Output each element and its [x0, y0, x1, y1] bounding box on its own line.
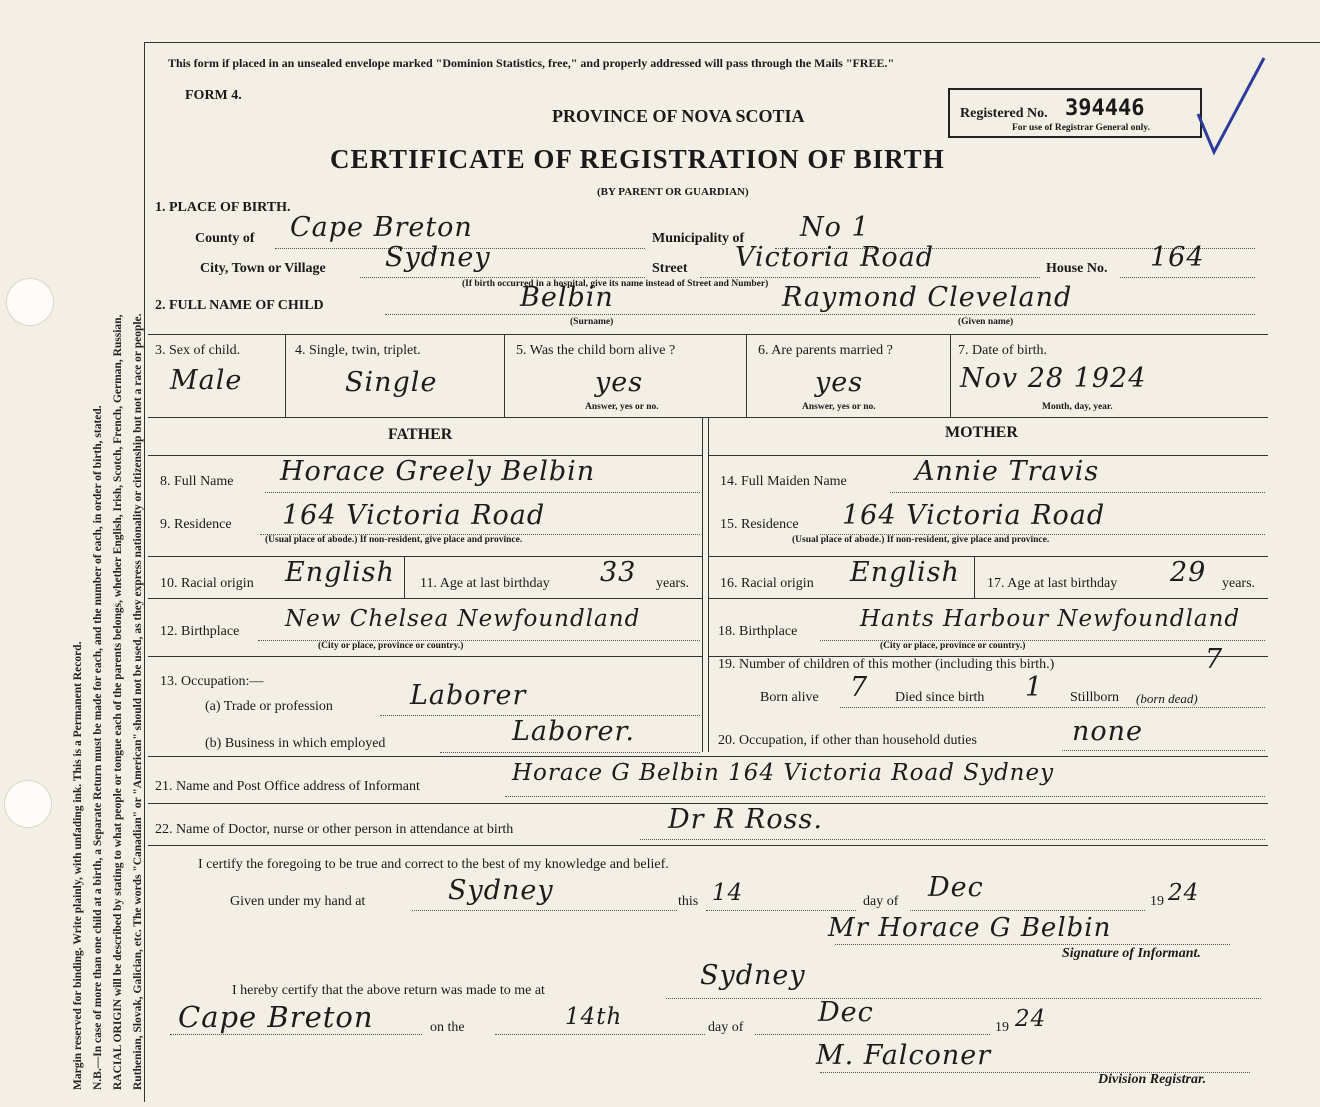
mail-notice: This form if placed in an unsealed envelope marked "Dominion Statistics, free," and properly addressed will pass through the Mails "FREE.": [168, 56, 895, 70]
father-name-line: [265, 492, 700, 493]
dob-note: Month, day, year.: [1042, 402, 1113, 412]
row3-top: [148, 334, 1268, 335]
mother-age-value: 29: [1170, 557, 1207, 588]
born-alive-value: 7: [850, 672, 869, 703]
registrar-on-the-label: on the: [430, 1020, 465, 1035]
county-label: County of: [195, 231, 255, 246]
alive-value: yes: [595, 367, 644, 398]
doctor-line: [640, 839, 1265, 840]
margin-note-1: Margin reserved for binding. Write plainly, with unfading ink. This is a Permanent Record.: [72, 641, 84, 1090]
page-subtitle: (BY PARENT OR GUARDIAN): [597, 186, 749, 198]
mother-racial-value: English: [850, 557, 960, 588]
registrar-month-value: Dec: [818, 997, 874, 1028]
registrar-note: For use of Registrar General only.: [1012, 123, 1150, 133]
city-value: Sydney: [385, 242, 491, 273]
plurality-value: Single: [345, 367, 438, 398]
father-age-label: 11. Age at last birthday: [420, 576, 550, 591]
father-residence-value: 164 Victoria Road: [282, 500, 546, 531]
father-racial-label: 10. Racial origin: [160, 576, 254, 591]
father-birthplace-note: (City or place, province or country.): [318, 641, 464, 651]
given-place-line: [412, 910, 677, 911]
margin-note-3: RACIAL ORIGIN will be described by stating to what people or tongue each of the parents belongs, whether English, Irish, Scotch, French, German, Russian,: [112, 314, 124, 1090]
dob-label: 7. Date of birth.: [958, 343, 1048, 358]
hospital-note: (If birth occurred in a hospital, give its name instead of Street and Number): [462, 279, 769, 289]
surname-note: (Surname): [570, 317, 614, 327]
given-day-value: 14: [712, 880, 744, 906]
checkmark-icon: [1194, 52, 1270, 158]
registrar-county-line: [170, 1034, 422, 1035]
form-number: FORM 4.: [185, 88, 242, 103]
given-this-label: this: [678, 894, 699, 909]
mother-name-value: Annie Travis: [915, 456, 1100, 487]
stillborn-label: Stillborn: [1070, 690, 1120, 705]
county-value: Cape Breton: [290, 212, 473, 243]
married-note: Answer, yes or no.: [802, 402, 876, 412]
registered-number: 394446: [1065, 96, 1145, 121]
mother-heading: MOTHER: [945, 424, 1018, 441]
row3-div-2: [504, 334, 505, 417]
street-label: Street: [652, 261, 688, 276]
given-year-prefix: 19: [1150, 894, 1164, 909]
father-racial-value: English: [285, 557, 395, 588]
row3-div-1: [285, 334, 286, 417]
registrar-day-value: 14th: [565, 1004, 623, 1030]
parents-divider-a: [702, 417, 703, 752]
plurality-label: 4. Single, twin, triplet.: [295, 343, 421, 358]
registrar-county-value: Cape Breton: [178, 1000, 374, 1034]
province-heading: PROVINCE OF NOVA SCOTIA: [552, 106, 805, 126]
street-value: Victoria Road: [735, 242, 935, 273]
child-given-value: Raymond Cleveland: [782, 282, 1073, 313]
father-business-value: Laborer.: [512, 716, 635, 747]
registrar-place-value: Sydney: [700, 960, 806, 991]
parents-divider-b: [708, 417, 709, 752]
alive-note: Answer, yes or no.: [585, 402, 659, 412]
died-label: Died since birth: [895, 690, 985, 705]
sex-value: Male: [170, 365, 243, 396]
father-trade-value: Laborer: [410, 680, 527, 711]
registered-box: [948, 88, 1202, 138]
registrar-statement: I hereby certify that the above return was made to me at: [232, 983, 545, 998]
municipality-value: No 1: [800, 212, 870, 243]
street-line: [700, 277, 1040, 278]
given-note: (Given name): [958, 317, 1014, 327]
father-heading: FATHER: [388, 426, 453, 443]
city-label: City, Town or Village: [200, 261, 326, 276]
mother-children-value: 7: [1205, 644, 1224, 675]
informant-line: [505, 796, 1265, 797]
row3-div-3: [746, 334, 747, 417]
doctor-value: Dr R Ross.: [668, 804, 823, 835]
informant-label: 21. Name and Post Office address of Informant: [155, 779, 420, 794]
house-line: [1120, 277, 1255, 278]
sex-label: 3. Sex of child.: [155, 343, 241, 358]
child-name-label: 2. FULL NAME OF CHILD: [155, 298, 324, 313]
mother-occupation-label: 20. Occupation, if other than household duties: [718, 733, 977, 748]
father-racial-div: [404, 556, 405, 598]
married-value: yes: [815, 367, 864, 398]
died-value: 1: [1025, 672, 1044, 703]
given-day-of-label: day of: [863, 894, 899, 909]
alive-label: 5. Was the child born alive ?: [516, 343, 676, 358]
registrar-signature: [808, 1030, 1188, 1076]
city-line: [360, 277, 645, 278]
doctor-label: 22. Name of Doctor, nurse or other person in attendance at birth: [155, 822, 514, 837]
given-place-value: Sydney: [448, 875, 554, 906]
mother-birthplace-label: 18. Birthplace: [718, 624, 798, 639]
punch-hole-bottom: [4, 780, 52, 828]
mother-years-label: years.: [1222, 576, 1256, 591]
registrar-day-line: [495, 1034, 705, 1035]
father-birthplace-value: New Chelsea Newfoundland: [285, 606, 641, 632]
informant-signature-line: [835, 944, 1230, 945]
house-value: 164: [1150, 242, 1205, 273]
mother-racial-div: [974, 556, 975, 598]
father-occupation-label: 13. Occupation:—: [160, 674, 264, 689]
father-residence-label: 9. Residence: [160, 517, 232, 532]
mother-residence-label: 15. Residence: [720, 517, 799, 532]
row21-top: [148, 756, 1268, 757]
mother-name-line: [890, 492, 1265, 493]
page-title: CERTIFICATE OF REGISTRATION OF BIRTH: [330, 144, 945, 174]
father-business-label: (b) Business in which employed: [205, 736, 386, 751]
house-label: House No.: [1046, 261, 1108, 276]
margin-note-4: Ruthenian, Slovak, Galician, etc. The words "Canadian" or "American" should not be used, as they express nationality or citizenship but not a race or people.: [132, 313, 144, 1090]
svg-text:Mr Horace G Belbin: Mr Horace G Belbin: [828, 913, 1112, 943]
place-of-birth-heading: 1. PLACE OF BIRTH.: [155, 200, 291, 215]
father-row-line-4: [148, 656, 702, 657]
row3-div-4: [950, 334, 951, 417]
registrar-place-line: [666, 998, 1261, 999]
child-surname-value: Belbin: [520, 282, 614, 313]
father-name-value: Horace Greely Belbin: [280, 456, 596, 487]
mother-occupation-value: none: [1072, 716, 1144, 747]
mother-name-label: 14. Full Maiden Name: [720, 474, 847, 489]
svg-text:M. Falconer: M. Falconer: [816, 1040, 992, 1071]
mother-racial-label: 16. Racial origin: [720, 576, 814, 591]
registrar-year-prefix: 19: [995, 1020, 1009, 1035]
father-birthplace-label: 12. Birthplace: [160, 624, 240, 639]
father-age-value: 33: [600, 557, 637, 588]
father-name-label: 8. Full Name: [160, 474, 234, 489]
father-row-line-3: [148, 598, 702, 599]
mother-occupation-line: [1062, 750, 1265, 751]
margin-note-2: N.B.—In case of more than one child at a birth, a Separate Return must be made for each, and the number of each, in order of birth, stated.: [92, 405, 104, 1090]
given-under-label: Given under my hand at: [230, 894, 366, 909]
father-trade-label: (a) Trade or profession: [205, 699, 333, 714]
registrar-year-value: 24: [1015, 1006, 1047, 1032]
registrar-signature-caption: Division Registrar.: [1098, 1072, 1207, 1087]
form-left-border: [144, 42, 145, 1102]
mother-children-label: 19. Number of children of this mother (including this birth.): [718, 657, 1055, 672]
born-alive-label: Born alive: [760, 690, 819, 705]
father-years-label: years.: [656, 576, 690, 591]
mother-birthplace-value: Hants Harbour Newfoundland: [860, 606, 1241, 632]
dob-value: Nov 28 1924: [960, 363, 1147, 394]
municipality-label: Municipality of: [652, 231, 745, 246]
registered-label: Registered No.: [960, 106, 1048, 121]
given-year-value: 24: [1168, 880, 1200, 906]
informant-value: Horace G Belbin 164 Victoria Road Sydney: [512, 760, 1055, 786]
father-business-line: [440, 752, 700, 753]
born-alive-line: [840, 707, 1265, 708]
stillborn-note: (born dead): [1136, 691, 1198, 706]
child-name-line: [385, 314, 1255, 315]
mother-row-line-3: [708, 598, 1268, 599]
row22-bottom: [148, 845, 1268, 846]
married-label: 6. Are parents married ?: [758, 343, 893, 358]
informant-signature: [822, 902, 1222, 950]
mother-residence-note: (Usual place of abode.) If non-resident, give place and province.: [792, 535, 1050, 545]
punch-hole-top: [6, 278, 54, 326]
father-residence-note: (Usual place of abode.) If non-resident, give place and province.: [265, 535, 523, 545]
registrar-day-of-label: day of: [708, 1020, 744, 1035]
certify-statement: I certify the foregoing to be true and correct to the best of my knowledge and belief.: [198, 857, 669, 872]
form-top-border: [144, 42, 1320, 43]
mother-residence-value: 164 Victoria Road: [842, 500, 1106, 531]
mother-age-label: 17. Age at last birthday: [987, 576, 1118, 591]
given-month-value: Dec: [928, 872, 984, 903]
informant-signature-caption: Signature of Informant.: [1062, 946, 1201, 961]
mother-birthplace-note: (City or place, province or country.): [880, 641, 1026, 651]
